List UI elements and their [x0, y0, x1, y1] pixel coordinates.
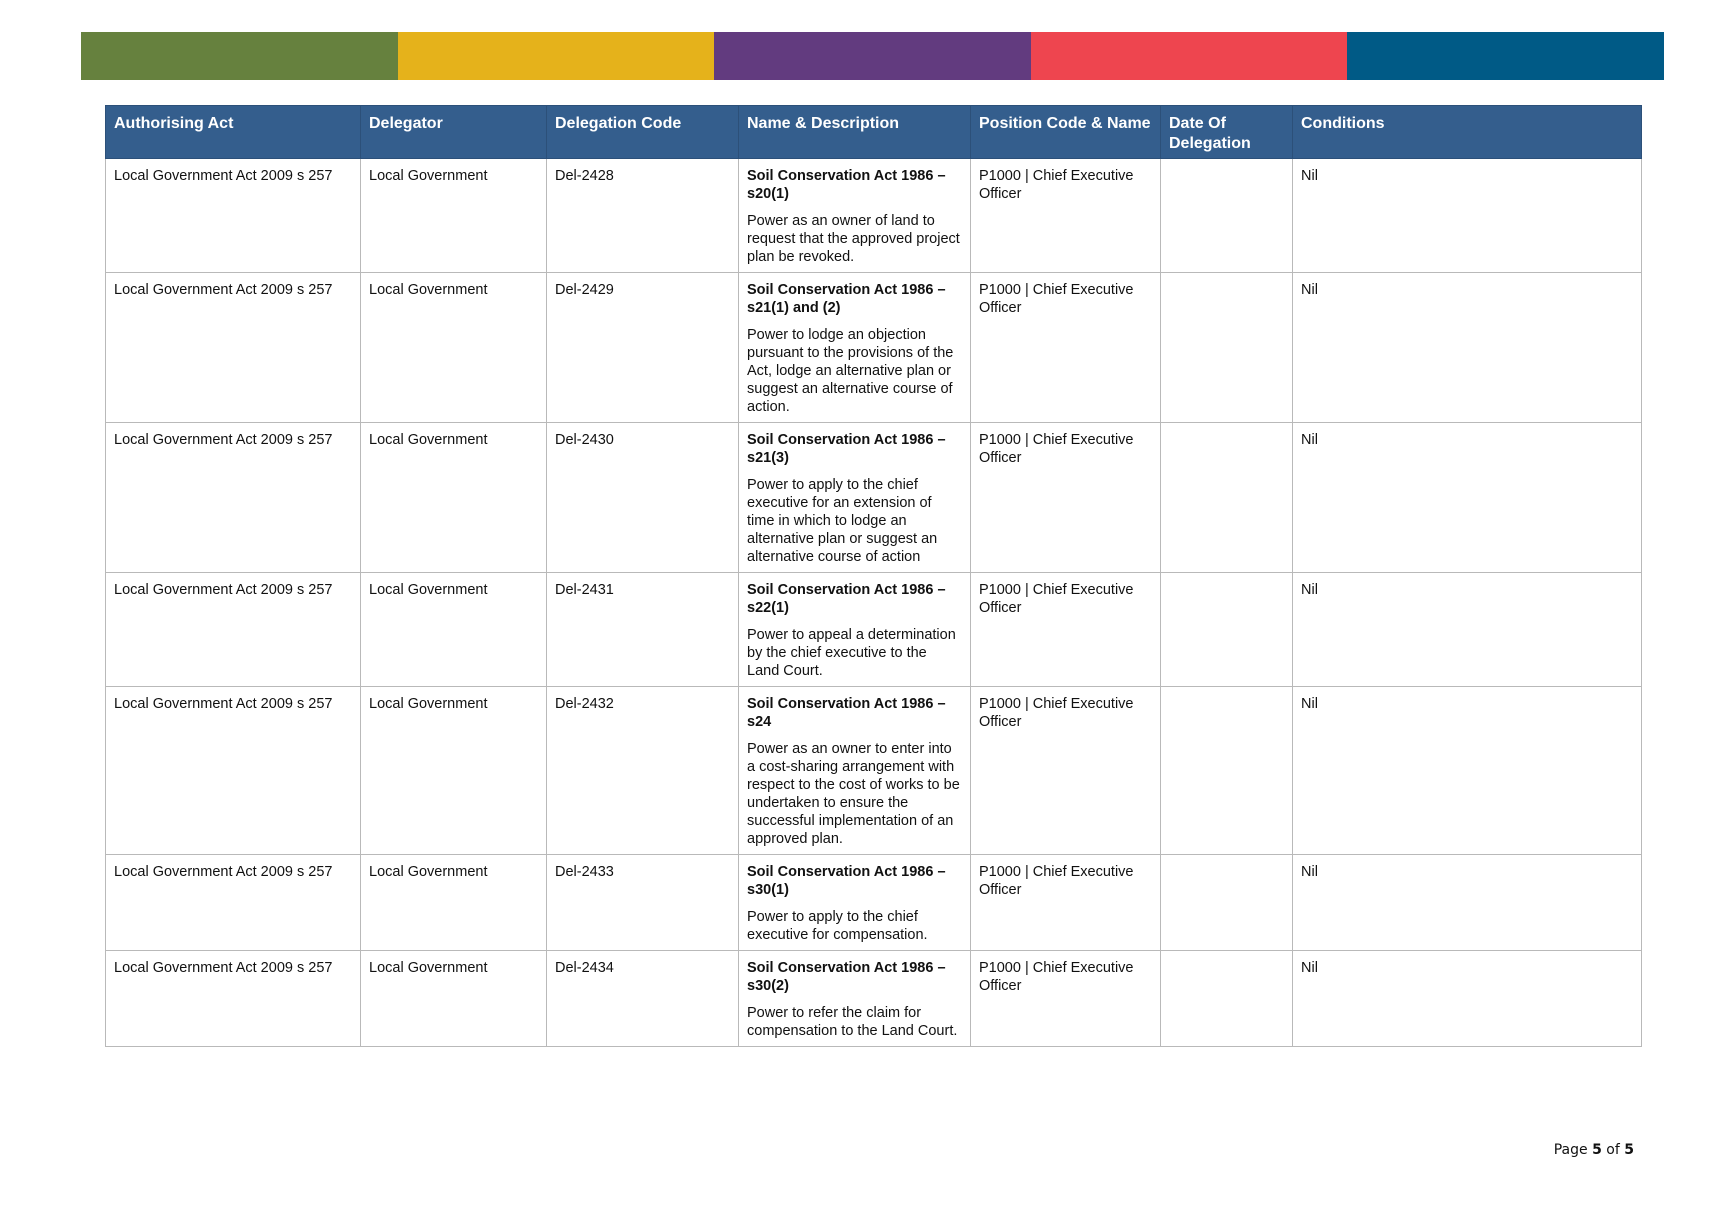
- cell-position: P1000 | Chief Executive Officer: [971, 159, 1161, 273]
- cell-name-description: [739, 573, 971, 687]
- description-title: Soil Conservation Act 1986 – s24: [747, 696, 946, 730]
- cell-conditions: Nil: [1293, 273, 1642, 423]
- cell-conditions: Nil: [1293, 159, 1642, 273]
- cell-authorising-act: Local Government Act 2009 s 257: [106, 423, 361, 573]
- table-row: [106, 951, 1642, 1047]
- color-band-segment: [714, 32, 1031, 80]
- cell-conditions: Nil: [1293, 573, 1642, 687]
- total-pages: 5: [1624, 1142, 1634, 1158]
- description-body: Power to appeal a determination by the chief executive to the Land Court.: [747, 627, 956, 679]
- header-position-code-name: Position Code & Name: [971, 106, 1161, 159]
- description-title: Soil Conservation Act 1986 – s30(1): [747, 864, 946, 898]
- description-title: Soil Conservation Act 1986 – s30(2): [747, 960, 946, 994]
- table-row: [106, 855, 1642, 951]
- header-delegation-code: Delegation Code: [547, 106, 739, 159]
- cell-conditions: Nil: [1293, 855, 1642, 951]
- page-word: Page: [1553, 1142, 1588, 1158]
- delegations-table: [105, 105, 1642, 1047]
- table-row: [106, 423, 1642, 573]
- cell-delegator: Local Government: [361, 687, 547, 855]
- header-delegator: Delegator: [361, 106, 547, 159]
- cell-authorising-act: Local Government Act 2009 s 257: [106, 573, 361, 687]
- cell-position: P1000 | Chief Executive Officer: [971, 423, 1161, 573]
- cell-name-description: [739, 855, 971, 951]
- cell-conditions: Nil: [1293, 423, 1642, 573]
- cell-name-description: [739, 687, 971, 855]
- header-conditions: Conditions: [1293, 106, 1642, 159]
- current-page: 5: [1592, 1142, 1602, 1158]
- cell-delegator: Local Government: [361, 423, 547, 573]
- description-body: Power to lodge an objection pursuant to the provisions of the Act, lodge an alternative plan or suggest an alternative course of action.: [747, 327, 954, 415]
- delegations-table-container: [105, 105, 1641, 1047]
- header-name-description: Name & Description: [739, 106, 971, 159]
- table-row: [106, 273, 1642, 423]
- cell-delegator: Local Government: [361, 159, 547, 273]
- page-number: [1554, 1142, 1634, 1158]
- description-title: Soil Conservation Act 1986 – s22(1): [747, 582, 946, 616]
- description-title: Soil Conservation Act 1986 – s20(1): [747, 168, 946, 202]
- cell-delegator: Local Government: [361, 573, 547, 687]
- description-body: Power as an owner of land to request that the approved project plan be revoked.: [747, 213, 960, 265]
- color-band-segment: [1347, 32, 1664, 80]
- cell-authorising-act: Local Government Act 2009 s 257: [106, 855, 361, 951]
- table-header-row: [106, 106, 1642, 159]
- of-word: of: [1606, 1142, 1620, 1158]
- cell-conditions: Nil: [1293, 951, 1642, 1047]
- description-body: Power to apply to the chief executive for an extension of time in which to lodge an alternative plan or suggest an alternative course of action: [747, 477, 938, 565]
- cell-delegation-code: Del-2434: [547, 951, 739, 1047]
- cell-date: [1161, 573, 1293, 687]
- description-title: Soil Conservation Act 1986 – s21(1) and (2): [747, 282, 946, 316]
- cell-position: P1000 | Chief Executive Officer: [971, 951, 1161, 1047]
- cell-position: P1000 | Chief Executive Officer: [971, 273, 1161, 423]
- color-band-segment: [81, 32, 398, 80]
- table-row: [106, 159, 1642, 273]
- cell-date: [1161, 273, 1293, 423]
- description-title: Soil Conservation Act 1986 – s21(3): [747, 432, 946, 466]
- cell-date: [1161, 159, 1293, 273]
- cell-authorising-act: Local Government Act 2009 s 257: [106, 687, 361, 855]
- cell-date: [1161, 855, 1293, 951]
- cell-delegation-code: Del-2432: [547, 687, 739, 855]
- cell-name-description: [739, 273, 971, 423]
- cell-authorising-act: Local Government Act 2009 s 257: [106, 159, 361, 273]
- cell-position: P1000 | Chief Executive Officer: [971, 855, 1161, 951]
- cell-date: [1161, 687, 1293, 855]
- description-body: Power as an owner to enter into a cost-sharing arrangement with respect to the cost of works to be undertaken to ensure the successful implementation of an approved plan.: [747, 741, 960, 847]
- cell-name-description: [739, 159, 971, 273]
- cell-authorising-act: Local Government Act 2009 s 257: [106, 273, 361, 423]
- header-authorising-act: Authorising Act: [106, 106, 361, 159]
- cell-delegation-code: Del-2428: [547, 159, 739, 273]
- description-body: Power to apply to the chief executive for compensation.: [747, 909, 928, 943]
- cell-conditions: Nil: [1293, 687, 1642, 855]
- header-date-of-delegation: Date Of Delegation: [1161, 106, 1293, 159]
- cell-name-description: [739, 951, 971, 1047]
- cell-delegation-code: Del-2431: [547, 573, 739, 687]
- cell-delegator: Local Government: [361, 855, 547, 951]
- color-band-segment: [398, 32, 715, 80]
- cell-delegation-code: Del-2430: [547, 423, 739, 573]
- cell-position: P1000 | Chief Executive Officer: [971, 687, 1161, 855]
- table-row: [106, 573, 1642, 687]
- cell-date: [1161, 423, 1293, 573]
- cell-delegation-code: Del-2429: [547, 273, 739, 423]
- cell-date: [1161, 951, 1293, 1047]
- cell-name-description: [739, 423, 971, 573]
- header-color-band: [81, 32, 1664, 80]
- color-band-segment: [1031, 32, 1348, 80]
- cell-delegator: Local Government: [361, 951, 547, 1047]
- table-row: [106, 687, 1642, 855]
- cell-position: P1000 | Chief Executive Officer: [971, 573, 1161, 687]
- cell-delegator: Local Government: [361, 273, 547, 423]
- description-body: Power to refer the claim for compensation to the Land Court.: [747, 1005, 958, 1039]
- cell-authorising-act: Local Government Act 2009 s 257: [106, 951, 361, 1047]
- cell-delegation-code: Del-2433: [547, 855, 739, 951]
